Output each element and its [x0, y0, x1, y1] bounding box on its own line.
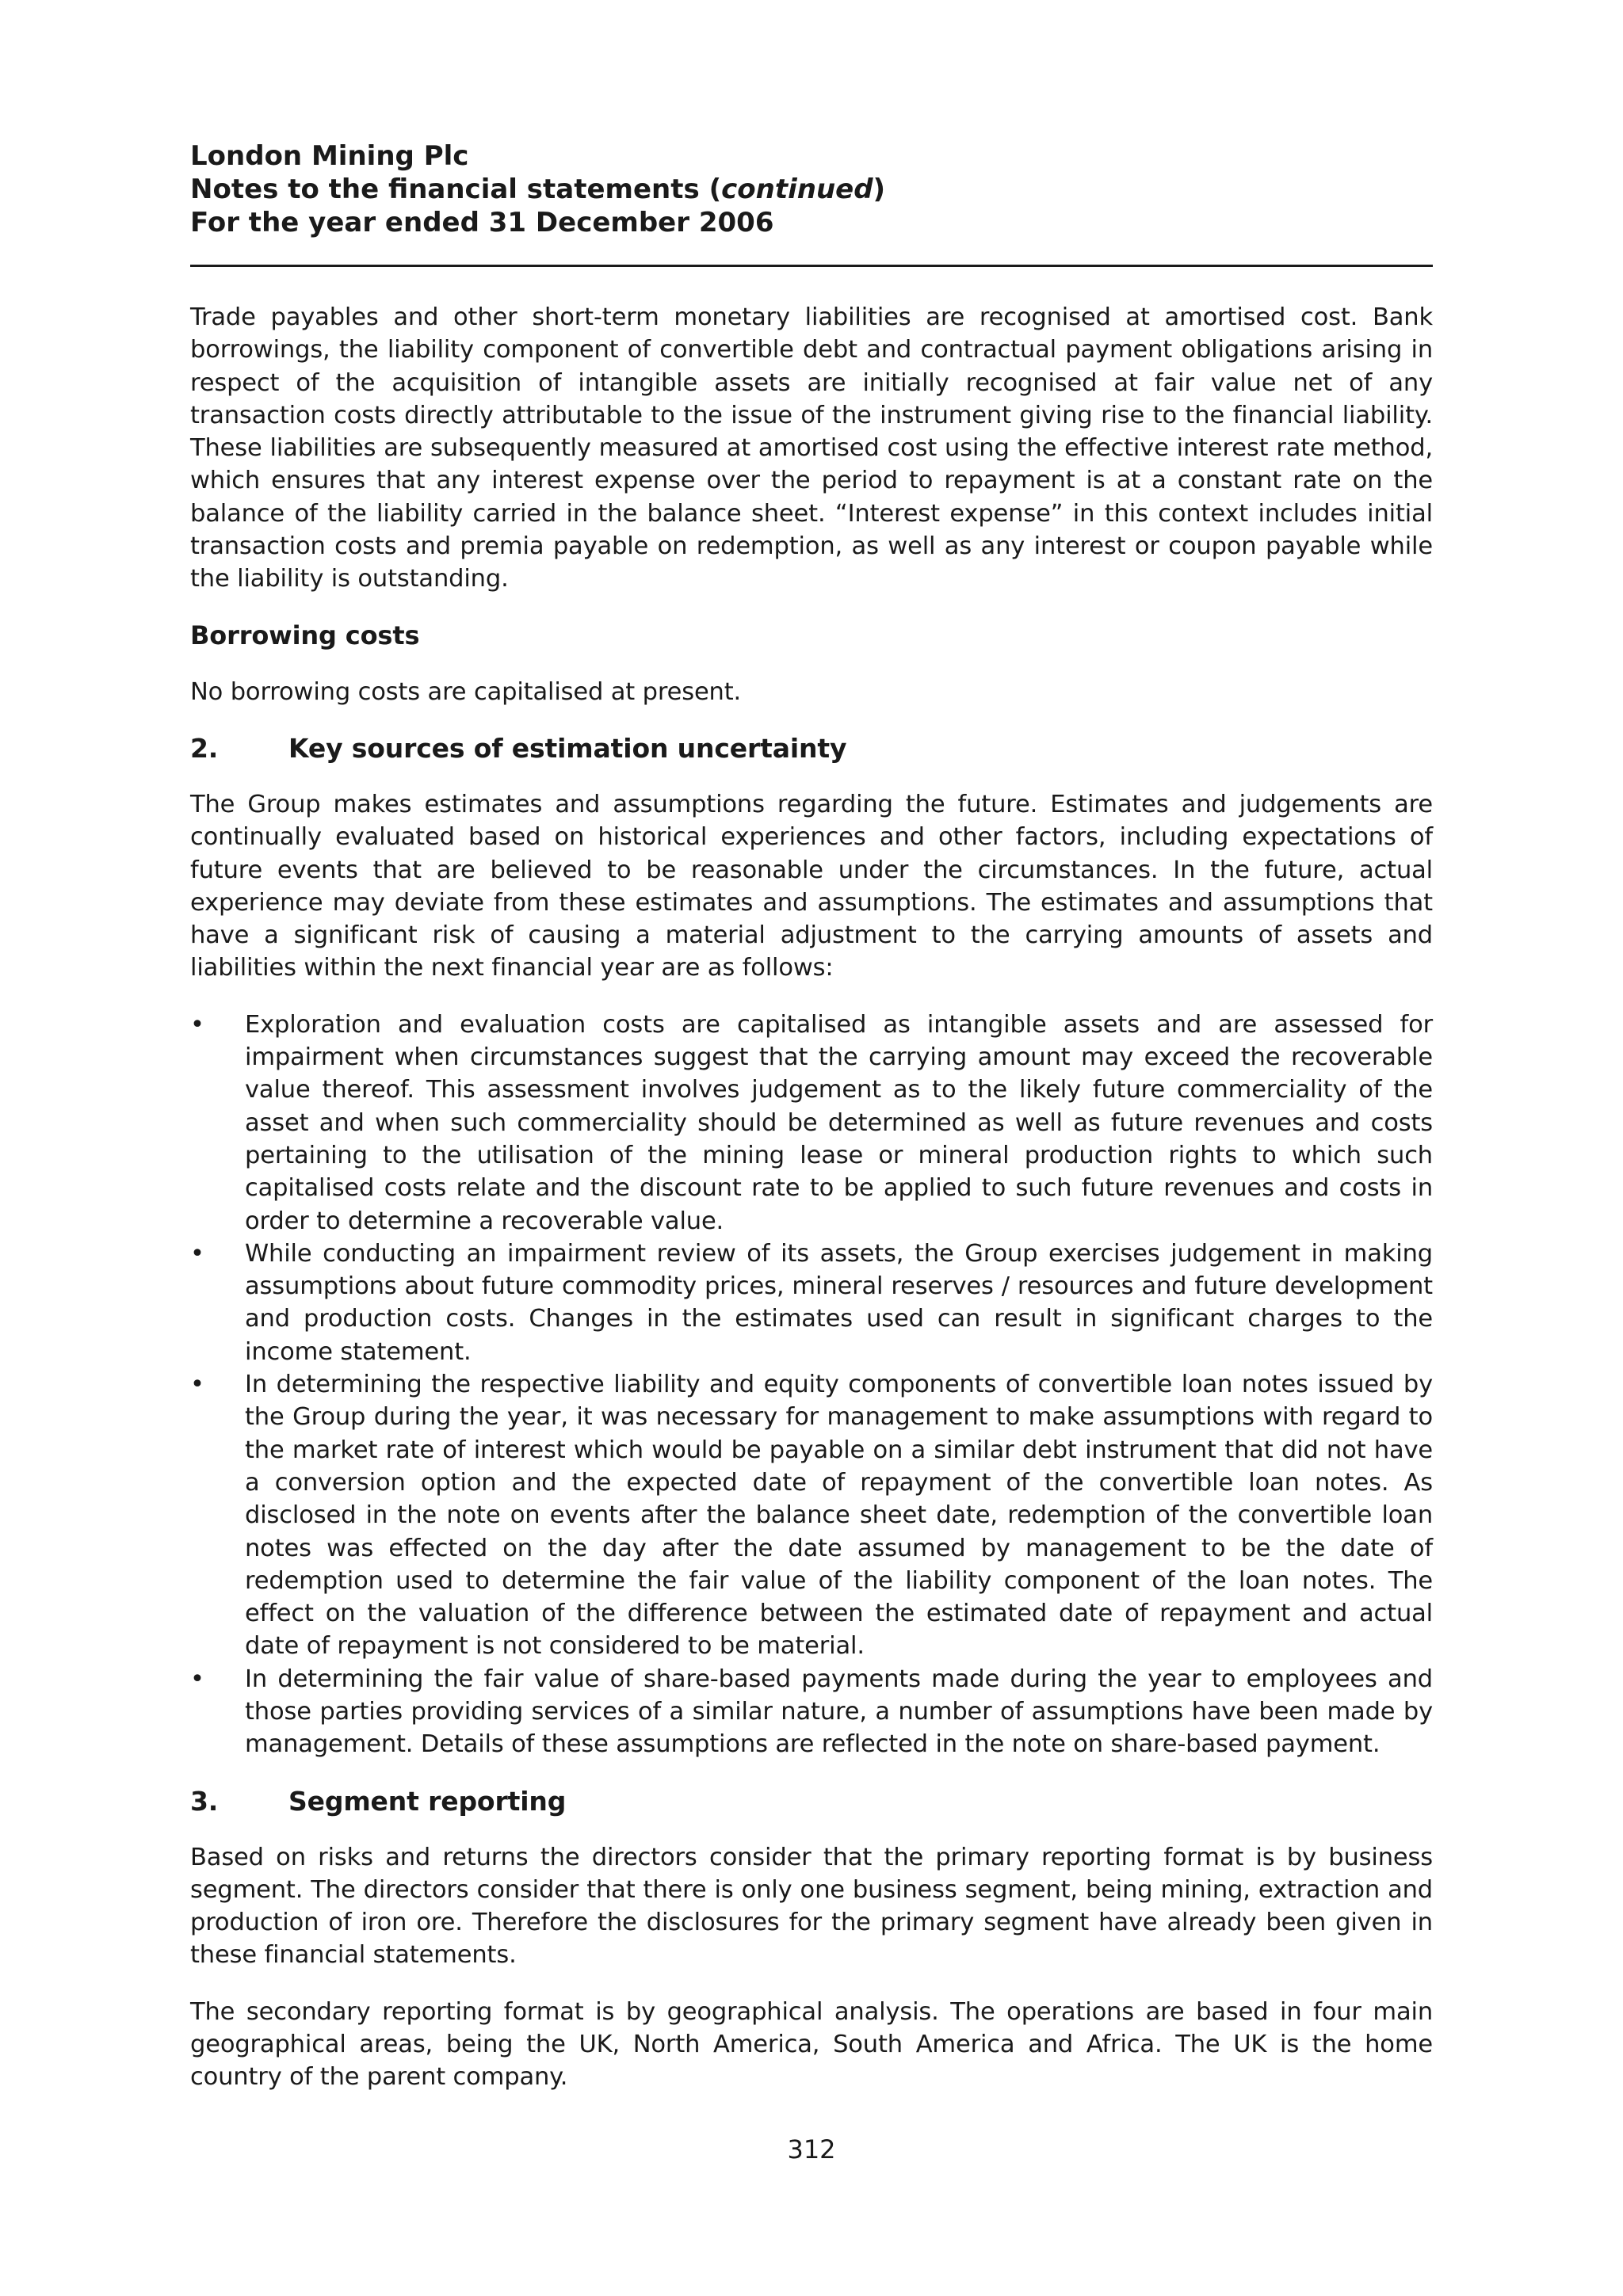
list-item-text: In determining the respective liability and equity components of convertible loan notes issued by the Group during the year, it was necessary for management to make assumptions with regard to the market rate of interest which would be payable on a similar debt instrument that did not have a conversion option and the expected date of repayment of the convertible loan notes. As disclosed in the note on events after the balance sheet date, redemption of the convertible loan notes was effected on the day after the date assumed by management to be the date of redemption used to determine the fair value of the liability component of the loan notes. The effect on the valuation of the difference between the estimated date of repayment and actual date of repayment is not considered to be material.: [245, 1371, 1433, 1661]
section-3-paragraph-2: The secondary reporting format is by geographical analysis. The operations are based in four main geographical areas, being the UK, North America, South America and Africa. The UK is the home country of the parent company.: [190, 1997, 1433, 2092]
list-item-text: While conducting an impairment review of its assets, the Group exercises judgement in making assumptions about future commodity prices, mineral reserves / resources and future development and production costs. Changes in the estimates used can result in significant charges to the income statement.: [245, 1239, 1433, 1366]
list-item: [190, 1009, 1433, 1238]
list-item: [190, 1368, 1433, 1663]
borrowing-costs-heading: Borrowing costs: [190, 620, 420, 650]
reporting-period: For the year ended 31 December 2006: [190, 207, 774, 238]
section-2-title: Key sources of estimation uncertainty: [288, 732, 847, 764]
section-2-heading: [190, 732, 1433, 765]
notes-title-italic: continued: [721, 174, 873, 205]
section-3-heading: [190, 1785, 1433, 1817]
bullet-icon: •: [190, 1665, 204, 1693]
list-item-text: In determining the fair value of share-based payments made during the year to employees and those parties providing services of a similar nature, a number of assumptions have been made by management. Details of these assumptions are reflected in the note on share-based payment.: [245, 1665, 1433, 1759]
list-item-text: Exploration and evaluation costs are capitalised as intangible assets and are assessed for impairment when circumstances suggest that the carrying amount may exceed the recoverable value thereof. This assessment involves judgement as to the likely future commerciality of the asset and when such commerciality should be determined as well as future revenues and costs pertaining to the utilisation of the mining lease or mineral production rights to which such capitalised costs relate and the discount rate to be applied to such future revenues and costs in order to determine a recoverable value.: [245, 1010, 1433, 1235]
page-number: 312: [787, 2134, 836, 2164]
notes-title-prefix: Notes to the financial statements (: [190, 174, 722, 205]
list-item: [190, 1238, 1433, 1368]
section-3-title: Segment reporting: [288, 1785, 567, 1817]
estimation-bullet-list: [190, 1009, 1433, 1761]
page-header: [190, 139, 1433, 239]
bullet-icon: •: [190, 1010, 204, 1039]
notes-title-suffix: ): [873, 174, 886, 205]
bullet-icon: •: [190, 1239, 204, 1268]
intro-paragraph: Trade payables and other short-term monetary liabilities are recognised at amortised cost. Bank borrowings, the liability component of convertible debt and contractual payment obligations arising in respect of the acquisition of intangible assets are initially recognised at fair value net of any transaction costs directly attributable to the issue of the instrument giving rise to the financial liability. These liabilities are subsequently measured at amortised cost using the effective interest rate method, which ensures that any interest expense over the period to repayment is at a constant rate on the balance of the liability carried in the balance sheet. “Interest expense” in this context includes initial transaction costs and premia payable on redemption, as well as any interest or coupon payable while the liability is outstanding.: [190, 303, 1433, 593]
bullet-icon: •: [190, 1371, 204, 1399]
borrowing-costs-text: No borrowing costs are capitalised at present.: [190, 677, 742, 706]
section-3-number: 3.: [190, 1785, 219, 1817]
page-body: [190, 301, 1433, 2118]
section-3-paragraph-1: Based on risks and returns the directors consider that the primary reporting format is by business segment. The directors consider that there is only one business segment, being mining, extraction and production of iron ore. Therefore the disclosures for the primary segment have already been given in these financial statements.: [190, 1843, 1433, 1970]
company-name: London Mining Plc: [190, 140, 469, 172]
list-item: [190, 1663, 1433, 1761]
section-2-number: 2.: [190, 732, 219, 764]
header-divider: [190, 265, 1433, 267]
notes-title: [190, 173, 1433, 206]
section-2-intro: The Group makes estimates and assumptions regarding the future. Estimates and judgements are continually evaluated based on historical experiences and other factors, including expectations of future events that are believed to be reasonable under the circumstances. In the future, actual experience may deviate from these estimates and assumptions. The estimates and assumptions that have a significant risk of causing a material adjustment to the carrying amounts of assets and liabilities within the next financial year are as follows:: [190, 790, 1433, 982]
